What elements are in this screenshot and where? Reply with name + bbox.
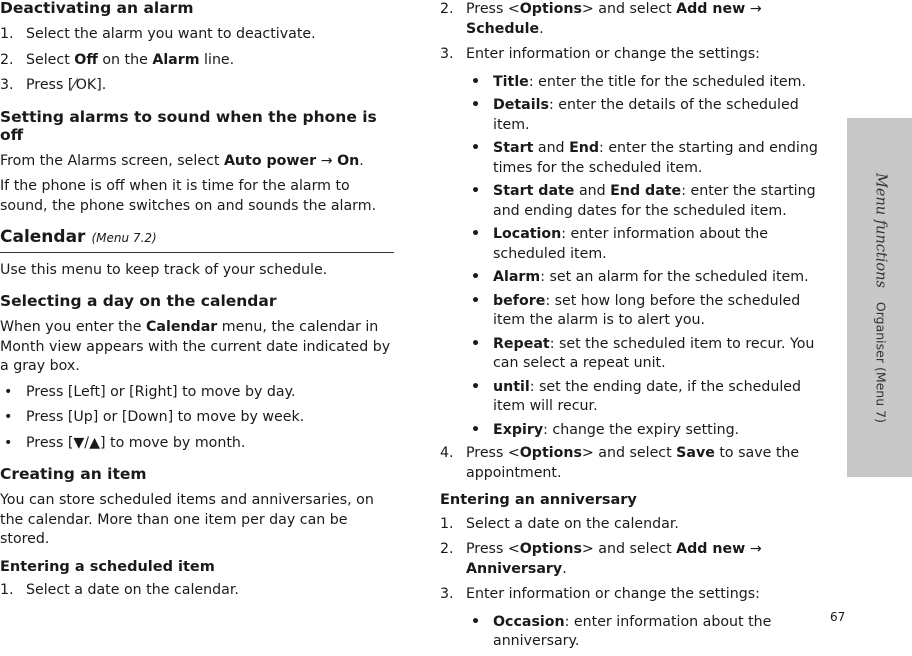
list-item: • Press [Up] or [Down] to move by week. — [4, 409, 305, 425]
list-item: 1. Select a date on the calendar. — [440, 515, 679, 532]
creating-heading: Creating an item — [0, 465, 147, 483]
right-column — [440, 0, 832, 656]
list-item: • until: set the ending date, if the scheduled item will recur. — [471, 378, 802, 414]
page-number: 67 — [830, 610, 846, 624]
list-item: 4. Press <Options> and select Save to save the appointment. — [440, 445, 800, 481]
list-item: 2. Press <Options> and select Add new → Schedule. — [440, 1, 762, 37]
left-column — [0, 0, 394, 607]
list-item: 1. Select the alarm you want to deactivate. — [0, 26, 316, 42]
list-item: • Press [▼/▲] to move by month. — [4, 434, 246, 451]
paragraph: When you enter the Calendar menu, the calendar in Month view appears with the current date indicated by a gray box. — [0, 319, 391, 374]
autopower-heading: Setting alarms to sound when the phone is off — [0, 107, 377, 144]
list-item: • Location: enter information about the scheduled item. — [471, 226, 769, 262]
paragraph: You can store scheduled items and anniversaries, on the calendar. More than one item per day can be stored. — [0, 492, 374, 547]
section-label: Menu functions — [871, 172, 888, 288]
list-item: 3. Enter information or change the settings: — [440, 46, 760, 62]
list-item: 3. Enter information or change the settings: — [440, 586, 760, 602]
list-item: • Alarm: set an alarm for the scheduled item. — [471, 269, 809, 285]
calendar-section-title: Calendar (Menu 7.2) — [0, 228, 394, 253]
list-item: 2. Press <Options> and select Add new → Anniversary. — [440, 541, 762, 577]
settings-list — [440, 73, 832, 441]
list-item: • Occasion: enter information about the anniversary. — [471, 613, 772, 649]
list-item: • Expiry: change the expiry setting. — [471, 421, 740, 438]
list-item: 2. Select Off on the Alarm line. — [0, 51, 235, 68]
list-item: 3. Press [⁄OK]. — [0, 77, 107, 93]
list-item: • Details: enter the details of the scheduled item. — [471, 97, 799, 133]
list-item: • Start date and End date: enter the starting and ending dates for the scheduled item. — [471, 183, 816, 219]
list-item: • Title: enter the title for the scheduled item. — [471, 73, 806, 90]
paragraph: Use this menu to keep track of your schedule. — [0, 261, 328, 278]
paragraph: From the Alarms screen, select Auto power → On. — [0, 152, 364, 169]
list-item: • Start and End: enter the starting and ending times for the scheduled item. — [471, 140, 818, 176]
list-item: • Repeat: set the scheduled item to recur. You can select a repeat unit. — [471, 335, 815, 371]
anniversary-heading: Entering an anniversary — [440, 492, 637, 508]
deactivate-heading: Deactivating an alarm — [0, 0, 194, 17]
selecting-heading: Selecting a day on the calendar — [0, 292, 277, 310]
list-item: • before: set how long before the scheduled item the alarm is to alert you. — [471, 292, 801, 328]
side-section-tab — [847, 118, 912, 477]
list-item: 1. Select a date on the calendar. — [0, 582, 239, 598]
paragraph: If the phone is off when it is time for the alarm to sound, the phone switches on and sounds the alarm. — [0, 178, 377, 214]
subsection-label: Organiser (Menu 7) — [872, 301, 888, 423]
scheduled-heading: Entering a scheduled item — [0, 558, 215, 575]
list-item: • Press [Left] or [Right] to move by day. — [4, 383, 296, 400]
